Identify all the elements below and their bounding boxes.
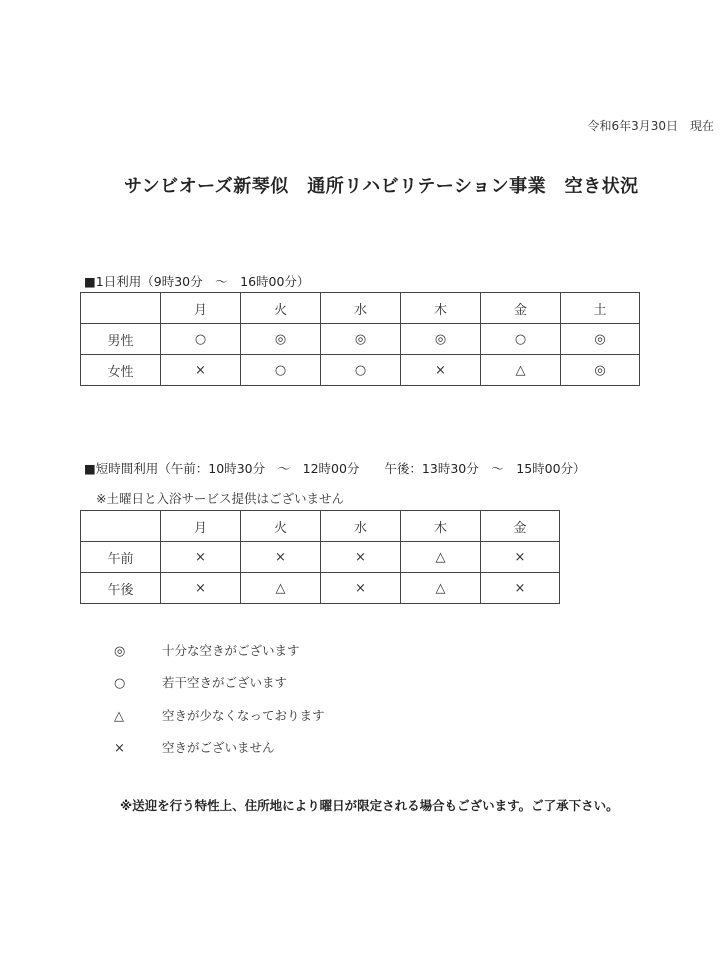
legend-text: 空きがございません [162, 740, 275, 755]
legend-item [114, 673, 287, 691]
legend-symbol: ◎ [114, 644, 126, 659]
day-header: 金 [481, 511, 560, 542]
table-row [81, 573, 560, 604]
day-header: 火 [241, 293, 321, 324]
table-row [81, 355, 640, 386]
short-time-table [80, 510, 560, 604]
row-label: 午前 [81, 542, 161, 573]
availability-cell: ◎ [321, 324, 401, 355]
availability-cell: ○ [481, 324, 561, 355]
legend-item [114, 641, 300, 659]
day-header: 月 [161, 511, 241, 542]
day-header: 木 [401, 511, 481, 542]
day-header: 火 [241, 511, 321, 542]
availability-cell: × [321, 542, 401, 573]
full-day-table [80, 292, 640, 386]
corner-cell [81, 511, 161, 542]
availability-cell: ◎ [241, 324, 321, 355]
full-day-heading: ■1日利用（9時30分 ～ 16時00分） [84, 274, 310, 289]
availability-cell: △ [401, 573, 481, 604]
availability-cell: △ [401, 542, 481, 573]
short-time-heading: ■短時間利用（午前：10時30分 ～ 12時00分 午後：13時30分 ～ 15時00分） [84, 461, 586, 476]
legend-symbol: ○ [114, 676, 126, 691]
row-label: 男性 [81, 324, 161, 355]
availability-cell: ○ [161, 324, 241, 355]
day-header: 水 [321, 293, 401, 324]
availability-cell: × [161, 542, 241, 573]
as-of-date: 令和6年3月30日 現在 [587, 119, 714, 133]
availability-cell: △ [241, 573, 321, 604]
availability-cell: × [321, 573, 401, 604]
legend-item [114, 706, 325, 724]
table-row [81, 324, 640, 355]
availability-cell: × [481, 542, 560, 573]
day-header: 土 [561, 293, 640, 324]
day-header: 木 [401, 293, 481, 324]
row-label: 午後 [81, 573, 161, 604]
legend-text: 空きが少なくなっております [162, 708, 325, 723]
availability-cell: × [401, 355, 481, 386]
availability-cell: ◎ [561, 324, 640, 355]
availability-cell: △ [481, 355, 561, 386]
availability-cell: ○ [241, 355, 321, 386]
availability-cell: ◎ [401, 324, 481, 355]
availability-cell: × [241, 542, 321, 573]
page-title: サンビオーズ新琴似 通所リハビリテーション事業 空き状況 [124, 176, 639, 197]
availability-cell: ◎ [561, 355, 640, 386]
row-label: 女性 [81, 355, 161, 386]
availability-cell: × [161, 355, 241, 386]
availability-cell: × [161, 573, 241, 604]
short-time-note: ※土曜日と入浴サービス提供はございません [96, 491, 344, 506]
day-header: 月 [161, 293, 241, 324]
day-header: 水 [321, 511, 401, 542]
table-row [81, 542, 560, 573]
table-header-row [81, 293, 640, 324]
table-header-row [81, 511, 560, 542]
legend-symbol: △ [114, 709, 124, 724]
availability-cell: ○ [321, 355, 401, 386]
availability-cell: × [481, 573, 560, 604]
day-header: 金 [481, 293, 561, 324]
corner-cell [81, 293, 161, 324]
legend-item [114, 738, 275, 756]
footer-note: ※送迎を行う特性上、住所地により曜日が限定される場合もございます。ご了承下さい。 [120, 798, 619, 813]
legend-text: 十分な空きがございます [162, 643, 300, 658]
legend-text: 若干空きがございます [162, 675, 288, 690]
legend-symbol: × [114, 741, 125, 756]
